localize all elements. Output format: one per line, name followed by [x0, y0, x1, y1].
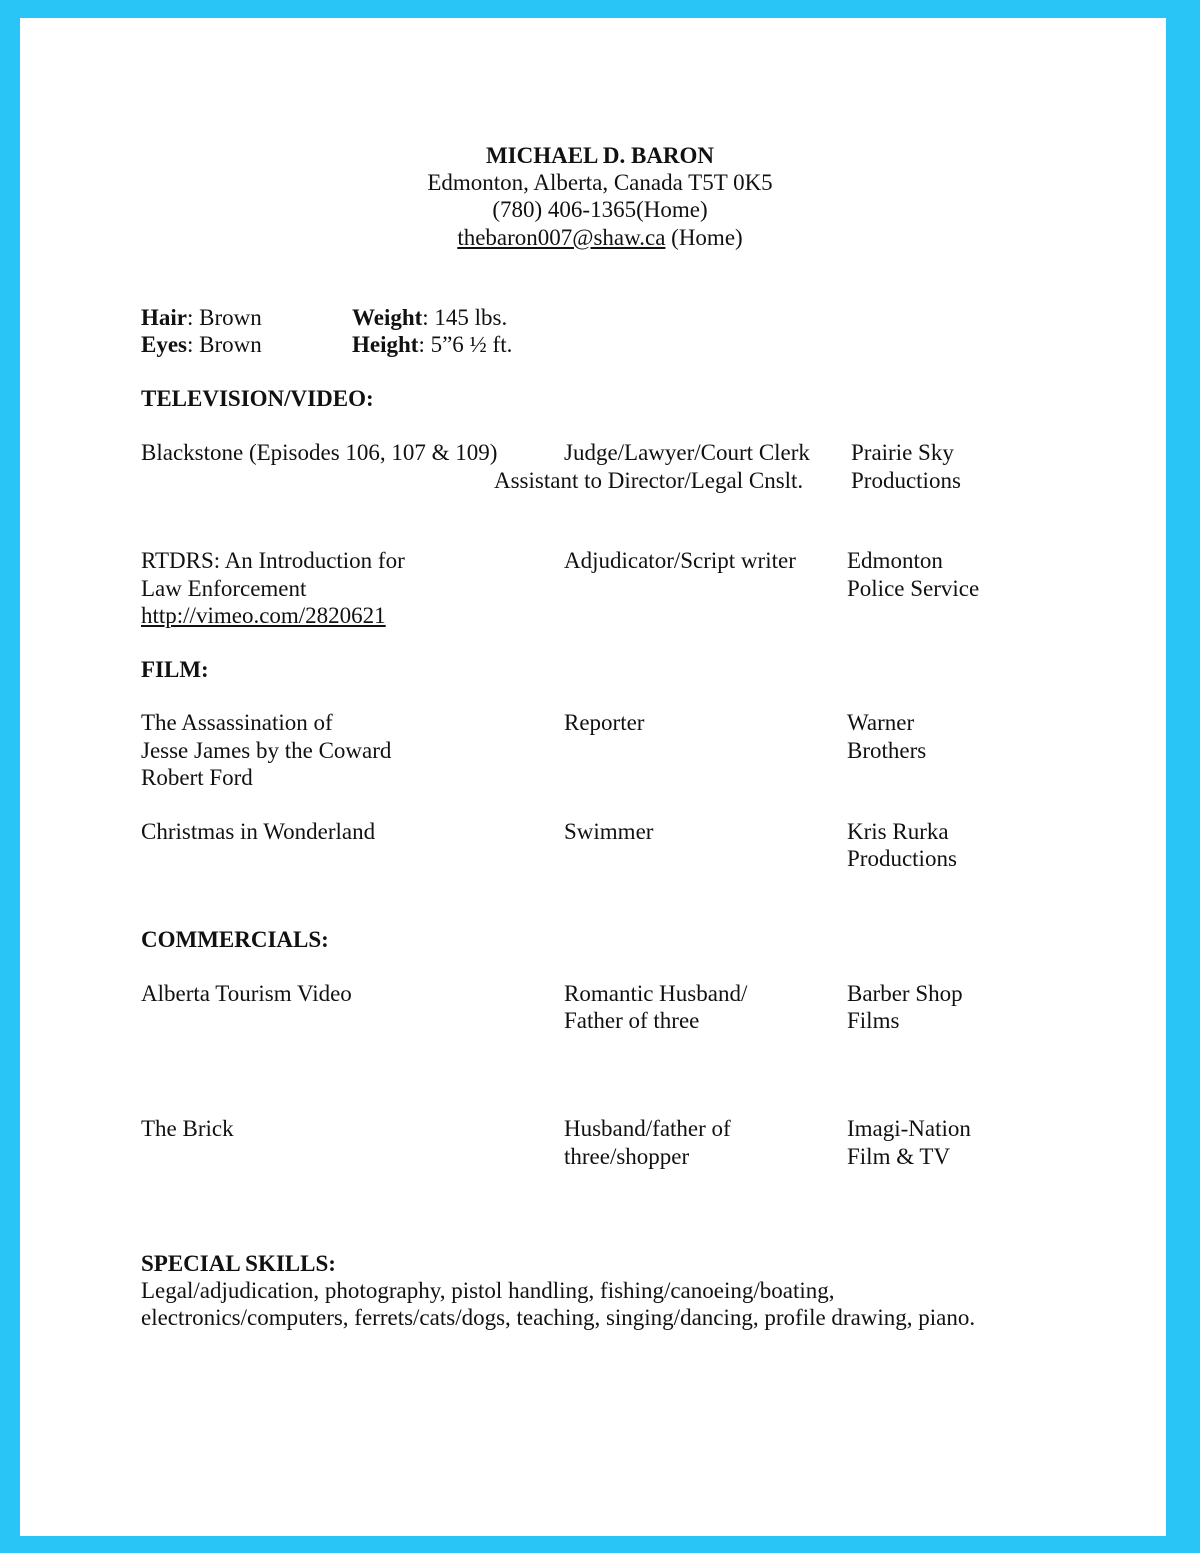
eyes-value: : Brown — [187, 332, 262, 357]
section-heading-commercials: COMMERCIALS: — [141, 927, 329, 952]
height-stat — [352, 331, 512, 358]
commercial-company: Imagi-Nation — [847, 1116, 971, 1141]
section-heading-television: TELEVISION/VIDEO: — [141, 386, 374, 411]
hair-value: : Brown — [187, 305, 262, 330]
resume-document — [20, 18, 1166, 1536]
section-heading-film: FILM: — [141, 657, 209, 682]
email-line — [20, 224, 1180, 251]
film-role: Reporter — [564, 710, 645, 735]
weight-label: Weight — [352, 305, 423, 330]
commercial-company: Films — [847, 1008, 900, 1033]
candidate-name: MICHAEL D. BARON — [485, 143, 715, 168]
email-link[interactable]: thebaron007@shaw.ca — [457, 225, 666, 250]
film-title: The Assassination of — [141, 710, 333, 735]
phone: (780) 406-1365(Home) — [492, 197, 708, 222]
commercial-title: The Brick — [141, 1116, 234, 1141]
commercial-role: three/shopper — [564, 1144, 690, 1169]
email-suffix: (Home) — [665, 225, 743, 250]
commercial-role: Romantic Husband/ — [564, 981, 748, 1006]
commercial-title: Alberta Tourism Video — [141, 981, 352, 1006]
film-title: Jesse James by the Coward — [141, 738, 392, 763]
tv-title: Law Enforcement — [141, 576, 307, 601]
section-heading-skills: SPECIAL SKILLS: — [141, 1251, 336, 1276]
tv-role: Assistant to Director/Legal Cnslt. — [494, 468, 804, 493]
film-title: Robert Ford — [141, 765, 253, 790]
height-value: : 5”6 ½ ft. — [418, 332, 513, 357]
film-company: Warner — [847, 710, 915, 735]
tv-title: Blackstone (Episodes 106, 107 & 109) — [141, 440, 498, 465]
tv-company: Edmonton — [847, 548, 943, 573]
tv-company: Police Service — [847, 576, 980, 601]
commercial-company: Film & TV — [847, 1144, 951, 1169]
weight-stat — [352, 304, 507, 331]
skills-text: Legal/adjudication, photography, pistol handling, fishing/canoeing/boating, — [141, 1278, 835, 1303]
film-company: Kris Rurka — [847, 819, 949, 844]
eyes-stat — [141, 331, 262, 358]
vimeo-link[interactable]: http://vimeo.com/2820621 — [141, 603, 386, 628]
address: Edmonton, Alberta, Canada T5T 0K5 — [427, 170, 773, 195]
skills-text: electronics/computers, ferrets/cats/dogs, teaching, singing/dancing, profile drawing, piano. — [141, 1305, 976, 1330]
height-label: Height — [352, 332, 419, 357]
tv-company: Prairie Sky — [851, 440, 954, 465]
tv-title: RTDRS: An Introduction for — [141, 548, 405, 573]
eyes-label: Eyes — [141, 332, 187, 357]
tv-role: Adjudicator/Script writer — [564, 548, 796, 573]
tv-company: Productions — [851, 468, 961, 493]
commercial-role: Father of three — [564, 1008, 700, 1033]
film-title: Christmas in Wonderland — [141, 819, 376, 844]
hair-label: Hair — [141, 305, 187, 330]
weight-value: : 145 lbs. — [422, 305, 508, 330]
resume-page — [20, 18, 1166, 1536]
commercial-company: Barber Shop — [847, 981, 963, 1006]
hair-stat — [141, 304, 262, 331]
film-role: Swimmer — [564, 819, 654, 844]
film-company: Productions — [847, 846, 957, 871]
film-company: Brothers — [847, 738, 927, 763]
tv-role: Judge/Lawyer/Court Clerk — [564, 440, 810, 465]
commercial-role: Husband/father of — [564, 1116, 731, 1141]
